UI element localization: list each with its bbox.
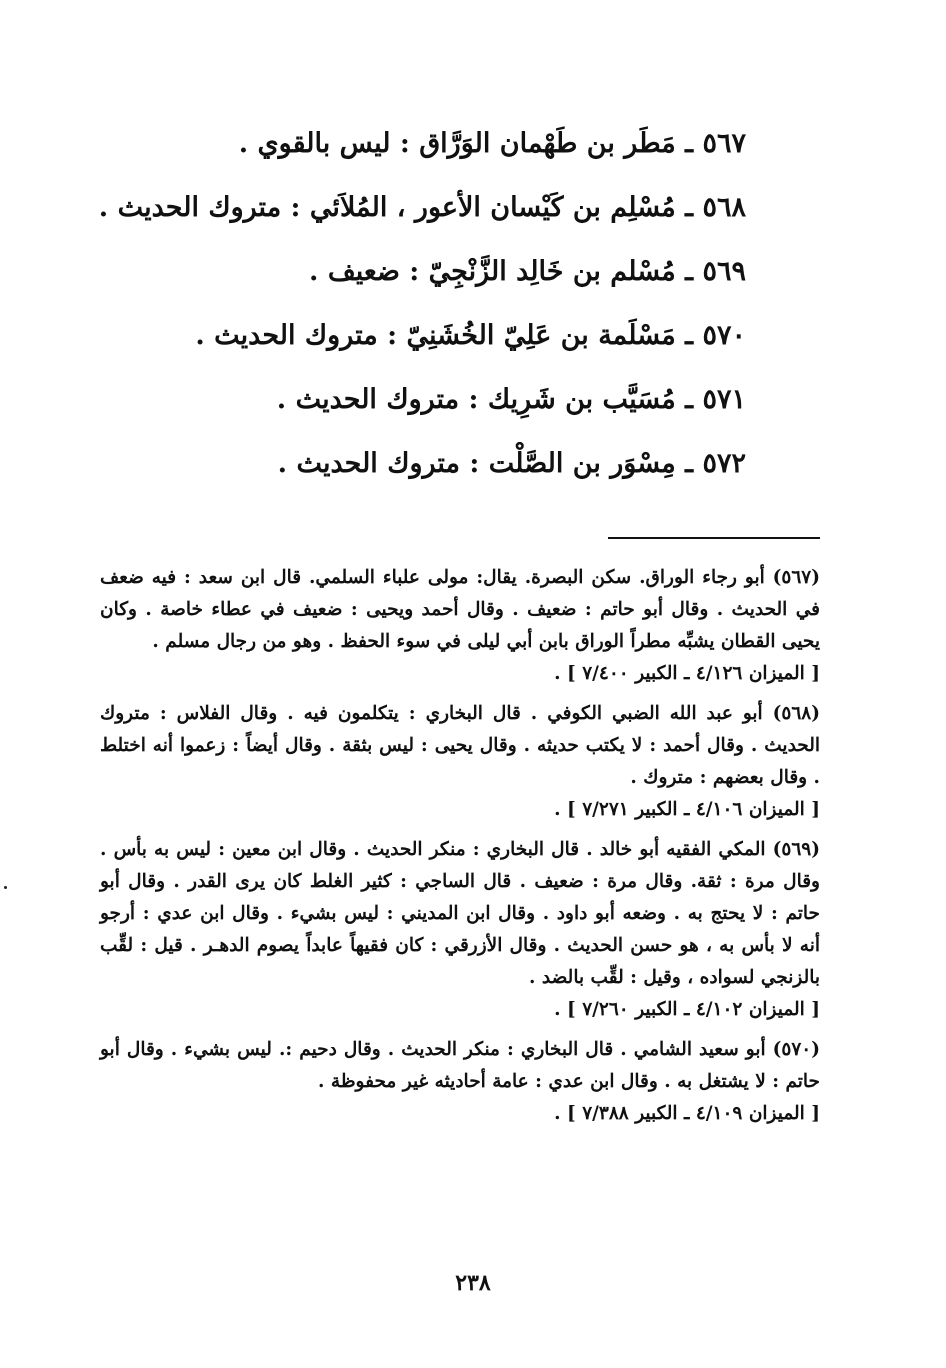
entry-570: ٥٧٠ ـ مَسْلَمة بن عَلِيّ الخُشَنِيّ : متروك الحديث . (195, 320, 746, 351)
footnote-570-reference: [ الميزان ٤/١٠٩ ـ الكبير ٧/٣٨٨ ] . (554, 1103, 820, 1124)
footnote-567-text: (٥٦٧) أبو رجاء الوراق. سكن البصرة. يقال: مولى علباء السلمي. قال ابن سعد : فيه ضعف في الحديث . وقال أبو حاتم : ضعيف . وقال أحمد ويحيى : ضعيف في عطاء خاصة . وكان يحيى القطان يشبِّه مطراً الوراق بابن أبي ليلى في سوء الحفظ . وهو من رجال مسلم . (100, 567, 820, 652)
footnote-569-reference: [ الميزان ٤/١٠٢ ـ الكبير ٧/٢٦٠ ] . (554, 999, 820, 1020)
entry-572: ٥٧٢ ـ مِسْوَر بن الصَّلْت : متروك الحديث . (277, 448, 746, 479)
footnote-570-text: (٥٧٠) أبو سعيد الشامي . قال البخاري : منكر الحديث . وقال دحيم :. ليس بشيء . وقال أبو حاتم : لا يشتغل به . وقال ابن عدي : عامة أحاديثه غير محفوظة . (100, 1039, 820, 1092)
footnotes (100, 562, 820, 1138)
scan-speck (4, 886, 7, 889)
footnote-568-reference: [ الميزان ٤/١٠٦ ـ الكبير ٧/٢٧١ ] . (554, 799, 820, 820)
page-number: ٢٣٨ (455, 1270, 491, 1296)
footnote-567-reference: [ الميزان ٤/١٢٦ ـ الكبير ٧/٤٠٠ ] . (554, 663, 820, 684)
entry-568: ٥٦٨ ـ مُسْلِم بن كَيْسان الأعور ، المُلاَئي : متروك الحديث . (98, 192, 746, 223)
entry-567: ٥٦٧ ـ مَطَر بن طَهْمان الوَرَّاق : ليس بالقوي . (238, 128, 746, 159)
entry-571: ٥٧١ ـ مُسَيَّب بن شَرِيك : متروك الحديث . (276, 384, 746, 415)
footnote-divider (608, 537, 820, 539)
entries-list (98, 112, 746, 496)
footnote-568-text: (٥٦٨) أبو عبد الله الضبي الكوفي . قال البخاري : يتكلمون فيه . وقال الفلاس : متروك الحديث . وقال أحمد : لا يكتب حديثه . وقال يحيى : ليس بثقة . وقال أيضاً : زعموا أنه اختلط . وقال بعضهم : متروك . (100, 703, 820, 788)
entry-569: ٥٦٩ ـ مُسْلم بن خَالِد الزَّنْجِيّ : ضعيف . (309, 256, 746, 287)
footnote-569-text: (٥٦٩) المكي الفقيه أبو خالد . قال البخاري : منكر الحديث . وقال ابن معين : ليس به بأس . وقال مرة : ثقة. وقال مرة : ضعيف . قال الساجي : كثير الغلط كان يرى القدر . وقال أبو حاتم : لا يحتج به . وضعه أبو داود . وقال ابن المديني : ليس بشيء . وقال ابن عدي : أرجو أنه لا بأس به ، هو حسن الحديث . وقال الأزرقي : كان فقيهاً عابداً يصوم الدهـر . قيل : لقِّب بالزنجي لسواده ، وقيل : لقِّب بالضد . (100, 839, 820, 988)
